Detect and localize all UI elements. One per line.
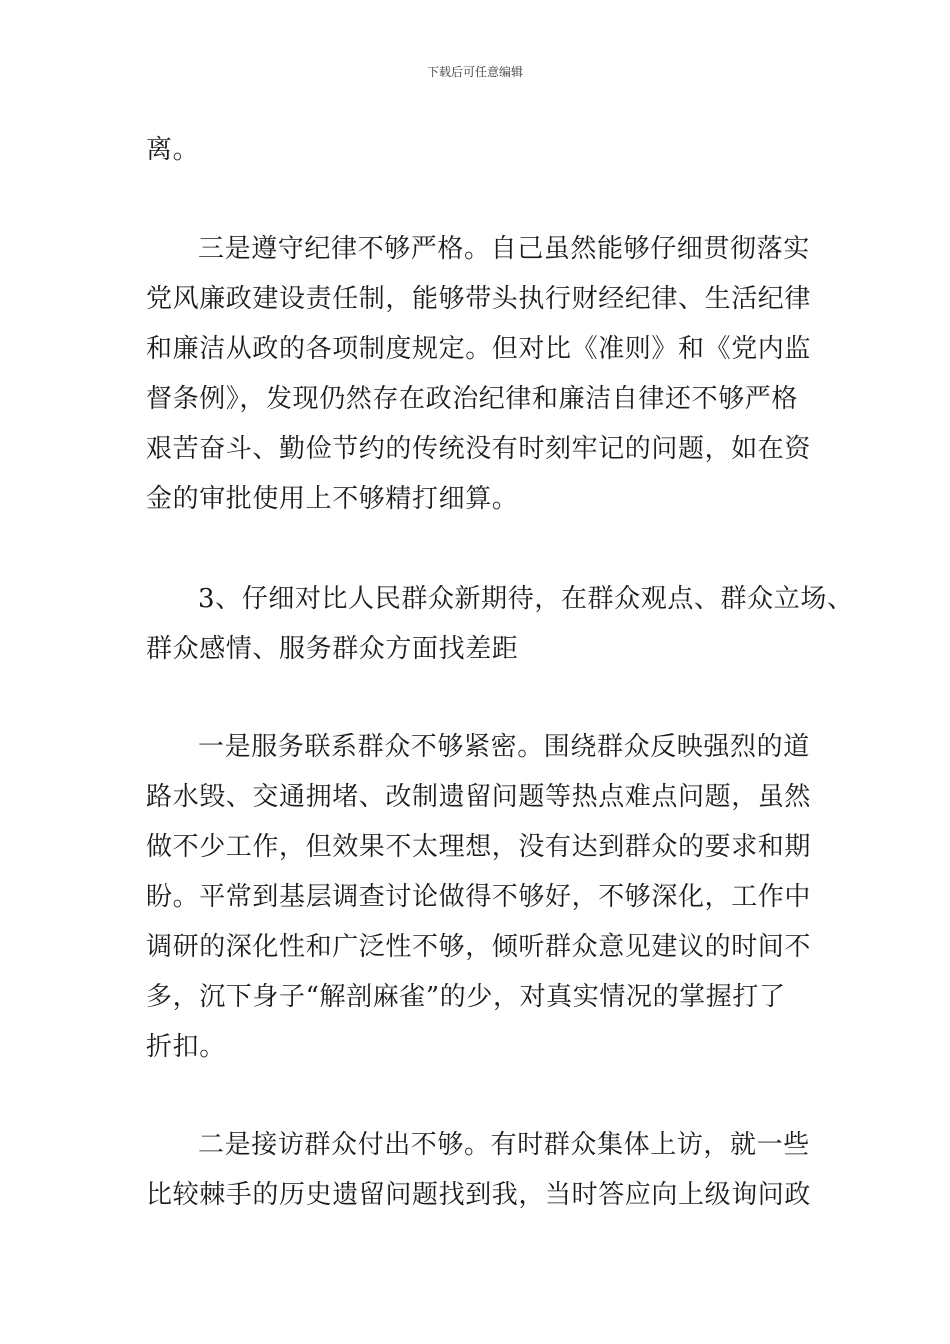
text-line: 艰苦奋斗、勤俭节约的传统没有时刻牢记的问题，如在资 — [146, 434, 812, 464]
text-line: 和廉洁从政的各项制度规定。但对比《准则》和《党内监 — [146, 334, 812, 364]
text-line: 折扣。 — [146, 1032, 226, 1062]
section-heading-line: 群众感情、服务群众方面找差距 — [146, 634, 519, 664]
text-line: 比较棘手的历史遗留问题找到我，当时答应向上级询问政 — [146, 1180, 812, 1210]
text-line: 离。 — [146, 135, 200, 165]
text-line: 做不少工作，但效果不太理想，没有达到群众的要求和期 — [146, 832, 812, 862]
paragraph-first-line: 三是遵守纪律不够严格。自己虽然能够仔细贯彻落实 — [198, 234, 810, 264]
paragraph-first-line: 一是服务联系群众不够紧密。围绕群众反映强烈的道 — [198, 732, 810, 762]
paragraph-first-line: 二是接访群众付出不够。有时群众集体上访，就一些 — [198, 1130, 810, 1160]
text-line: 盼。平常到基层调查讨论做得不够好，不够深化，工作中 — [146, 882, 812, 912]
section-heading-line: 3、仔细对比人民群众新期待，在群众观点、群众立场、 — [198, 584, 854, 614]
text-line: 金的审批使用上不够精打细算。 — [146, 484, 519, 514]
text-line: 调研的深化性和广泛性不够，倾听群众意见建议的时间不 — [146, 932, 812, 962]
text-line: 督条例》，发现仍然存在政治纪律和廉洁自律还不够严格 — [146, 384, 799, 414]
text-line: 多，沉下身子“解剖麻雀”的少，对真实情况的掌握打了 — [146, 982, 786, 1012]
text-line: 路水毁、交通拥堵、改制遗留问题等热点难点问题，虽然 — [146, 782, 812, 812]
page-header: 下载后可任意编辑 — [426, 65, 523, 79]
text-line: 党风廉政建设责任制，能够带头执行财经纪律、生活纪律 — [146, 284, 812, 314]
